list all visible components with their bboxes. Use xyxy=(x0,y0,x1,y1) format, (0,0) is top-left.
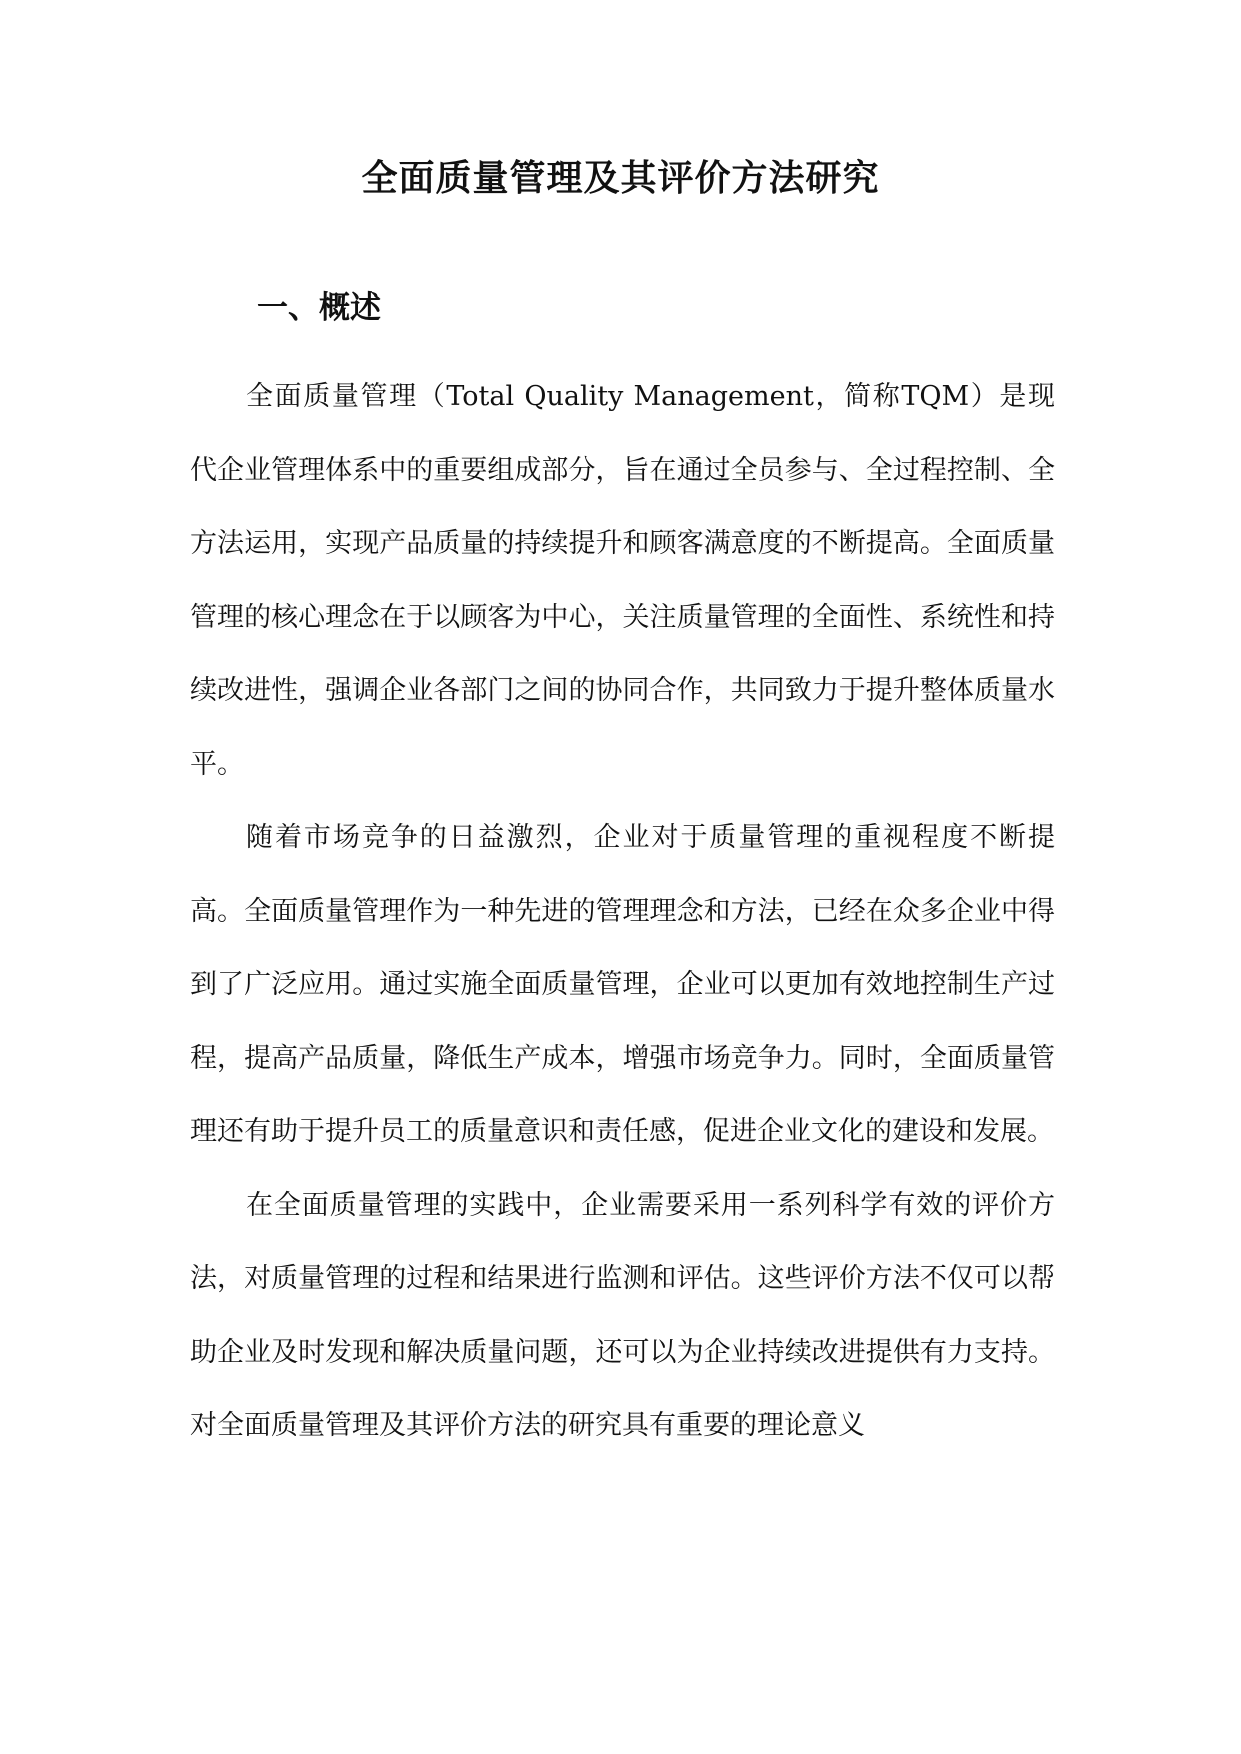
paragraph: 随着市场竞争的日益激烈，企业对于质量管理的重视程度不断提高。全面质量管理作为一种先进的管理理念和方法，已经在众多企业中得到了广泛应用。通过实施全面质量管理，企业可以更加有效地控制生产过程，提高产品质量，降低生产成本，增强市场竞争力。同时，全面质量管理还有助于提升员工的质量意识和责任感，促进企业文化的建设和发展。 xyxy=(190,822,1055,1147)
paragraph: 全面质量管理（Total Quality Management，简称TQM）是现代企业管理体系中的重要组成部分，旨在通过全员参与、全过程控制、全方法运用，实现产品质量的持续提升和顾客满意度的不断提高。全面质量管理的核心理念在于以顾客为中心，关注质量管理的全面性、系统性和持续改进性，强调企业各部门之间的协同合作，共同致力于提升整体质量水平。 xyxy=(190,381,1055,780)
section-heading: 一、概述 xyxy=(257,290,381,326)
paragraph: 在全面质量管理的实践中，企业需要采用一系列科学有效的评价方法，对质量管理的过程和结果进行监测和评估。这些评价方法不仅可以帮助企业及时发现和解决质量问题，还可以为企业持续改进提供有力支持。对全面质量管理及其评价方法的研究具有重要的理论意义 xyxy=(190,1189,1055,1441)
document-title: 全面质量管理及其评价方法研究 xyxy=(361,158,880,199)
document-body xyxy=(190,360,1055,1463)
